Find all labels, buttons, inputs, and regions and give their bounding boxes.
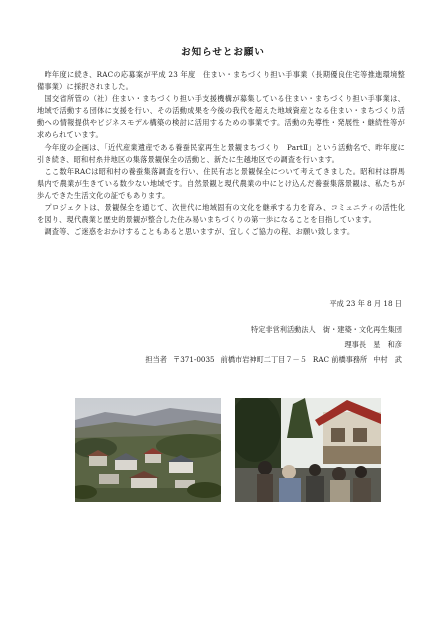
page-title: お知らせとお願い [181,47,265,58]
postal-code: 〒371-0035 [173,355,215,364]
office-name: RAC 前橋事務所 [312,355,368,364]
contact-line [145,355,402,365]
organization-name: 特定非営利活動法人 街・建築・文化再生集団 [251,325,402,334]
paragraph: 国交省所管の（社）住まい・まちづくり担い手支援機構が募集している住まい・まちづくり担い手事業は、地域で活動する団体に支援を行い、その活動成果を今後の我代を超えた地域資産となる住まい・まちづくり活動への情報提供やビジネスモデル構築の検討に活用するための事業です。活動の先導性・発展性・継続性等が求められています。 [37,94,405,140]
director-name: 理事長 星 和彦 [344,340,402,349]
document-body [37,69,405,238]
farmhouse-visit-photo [235,398,381,502]
village-landscape-photo [75,398,221,502]
paragraph: 調査等、ご迷惑をおかけすることもあると思いますが、宜しくご協力の程、お願い致します。 [44,227,355,237]
paragraph: 昨年度に続き、RACの応募案が平成 23 年度 住まい・まちづくり担い手事業（長期優良住宅等推進環境整備事業）に採択されました。 [37,70,405,92]
address: 前橋市岩神町二丁目７－５ [220,355,307,364]
paragraph: ここ数年RACは昭和村の養蚕集落調査を行い、住民有志と景観保全について考えてきました。昭和村は群馬県内で農業が生きている数少ない地域です。自然景観と現代農業の中にとけ込んだ養蚕集落景観は、私たちが歩んできた生活文化の証でもあります。 [37,166,405,200]
paragraph: 今年度の企画は、「近代産業遺産である養蚕民家再生と景観まちづくり PartⅡ」という活動名で、昨年度に引き続き、昭和村糸井地区の集落景観保全の活動と、新たに生越地区での調査を行います。 [37,142,405,164]
contact-role: 担当者 [145,355,167,364]
date: 平成 23 年 8 月 18 日 [329,299,402,308]
contact-person: 中村 武 [373,355,402,364]
paragraph: プロジェクトは、景観保全を通じて、次世代に地域固有の文化を継承する力を育み、コミュニティの活性化を図り、現代農業と歴史的景観が整合した住み易いまちづくりの第一歩になることを目指しています。 [37,203,405,225]
